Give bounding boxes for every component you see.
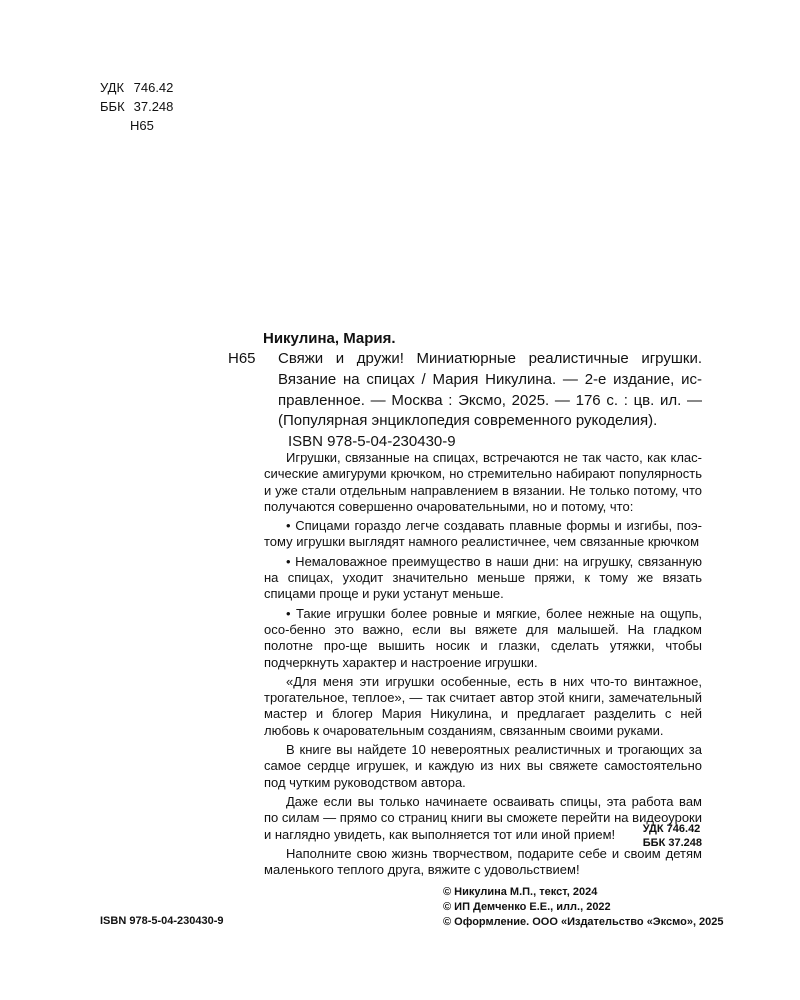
footer-udk: УДК 746.42 — [642, 823, 701, 835]
udk-row — [100, 78, 173, 97]
annotation-bullet: • Такие игрушки более ровные и мягкие, более нежные на ощупь, осо-бенно это важно, если вы вяжете для малышей. На гладком полотне про-ще вышить носик и глазки, сделать утяжки, чтобы подчеркнуть характер и настроение игрушки. — [264, 605, 702, 670]
annotation-paragraph: Наполните свою жизнь творчеством, подарите себе и своим детям маленького теплого друга, вяжите с удовольствием! — [264, 845, 702, 878]
footer-bbk: ББК 37.248 — [642, 837, 702, 849]
card-description — [278, 349, 702, 432]
card-description-line: правленное. — Москва : Эксмо, 2025. — 176 с. : цв. ил. — — [278, 391, 702, 409]
card-description-line: (Популярная энциклопедия современного рукоделия). — [278, 412, 658, 430]
author-mark-top: Н65 — [130, 118, 154, 133]
footer-codes — [643, 822, 702, 850]
card-isbn: ISBN 978-5-04-230430-9 — [288, 433, 456, 450]
footer-isbn: ISBN 978-5-04-230430-9 — [100, 915, 224, 927]
annotation-paragraph: В книге вы найдете 10 невероятных реалистичных и трогающих за самое сердце игрушек, и каждую из них вы свяжете самостоятельно под чутким руководством автора. — [264, 742, 702, 790]
copyright-line: © Оформление. ООО «Издательство «Эксмо», 2025 — [443, 916, 724, 928]
card-author-mark: Н65 — [228, 350, 256, 367]
annotation-bullet: • Немаловажное преимущество в наши дни: на игрушку, связанную на спицах, уходит значительно меньше пряжи, к тому же вязать спицами проще и руки устанут меньше. — [264, 553, 702, 602]
card-author: Никулина, Мария. — [263, 330, 396, 347]
annotation-bullet: • Спицами гораздо легче создавать плавные формы и изгибы, поэ-тому игрушки выглядят намного реалистичнее, чем связанные крючком — [264, 518, 702, 550]
annotation-paragraph: Игрушки, связанные на спицах, встречаются не так часто, как клас-сические амигуруми крючком, но стремительно набирают популярность и уже стали отдельным направлением в вязании. Не только потому, что получаются совершенно очаровательными, но и потому, что: — [264, 450, 702, 514]
classification-codes — [100, 78, 173, 135]
card-description-line: Свяжи и дружи! Миниатюрные реалистичные игрушки. — [278, 350, 702, 367]
copyright-line: © Никулина М.П., текст, 2024 — [443, 886, 598, 898]
copyright-line: © ИП Демченко Е.Е., илл., 2022 — [443, 901, 611, 913]
copyright-block — [443, 885, 724, 930]
annotation-paragraph: «Для меня эти игрушки особенные, есть в них что-то винтажное, трогательное, теплое», — так считает автор этой книги, замечательный мастер и блогер Мария Никулина, и предлагает разделить с ней любовь к очаровательным созданиям, связанным своими руками. — [264, 673, 702, 738]
bbk-row — [100, 97, 173, 116]
bbk-label: ББК — [100, 99, 125, 114]
annotation-paragraph: Даже если вы только начинаете осваивать спицы, эта работа вам по силам — прямо со страниц книги вы сможете перейти на видеоуроки и наглядно увидеть, как выполняется тот или иной прием! — [264, 793, 702, 842]
bbk-value: 37.248 — [133, 99, 174, 114]
card-description-line: Вязание на спицах / Мария Никулина. — 2-е издание, ис- — [278, 370, 702, 388]
udk-label: УДК — [100, 80, 125, 95]
annotation — [264, 450, 702, 881]
udk-value: 746.42 — [133, 80, 174, 95]
